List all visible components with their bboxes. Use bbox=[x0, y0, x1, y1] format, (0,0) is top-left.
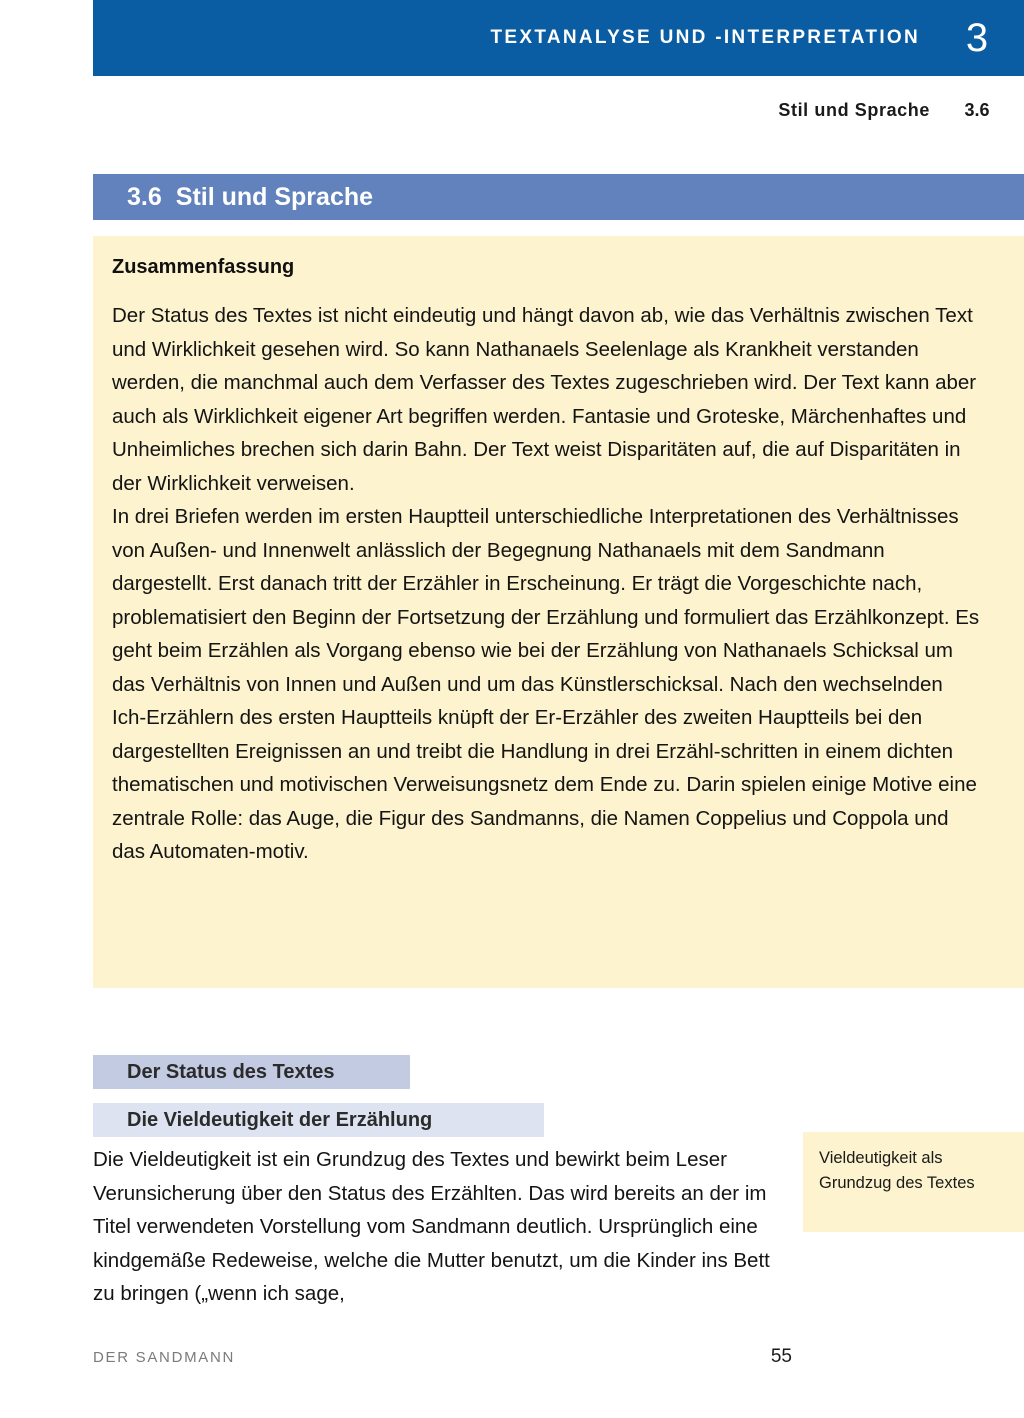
margin-note-text: Vieldeutigkeit als Grundzug des Textes bbox=[819, 1149, 975, 1192]
section-running-head bbox=[93, 96, 1024, 124]
heading-die-vieldeutigkeit-der-erzaehlung bbox=[93, 1103, 544, 1137]
section-running-head-number: 3.6 bbox=[964, 99, 990, 120]
footer-book-title: DER SANDMANN bbox=[93, 1348, 236, 1366]
heading-level-1-label: Der Status des Textes bbox=[127, 1060, 335, 1083]
chapter-running-head-bar bbox=[93, 0, 1024, 76]
chapter-title: TEXTANALYSE UND -INTERPRETATION bbox=[490, 27, 920, 48]
section-title-band bbox=[93, 174, 1024, 220]
section-band-name: Stil und Sprache bbox=[175, 182, 374, 211]
summary-title: Zusammenfassung bbox=[112, 256, 295, 278]
summary-box bbox=[93, 236, 1024, 988]
margin-note bbox=[803, 1132, 1024, 1232]
heading-level-2-label: Die Vieldeutigkeit der Erzählung bbox=[127, 1108, 433, 1131]
body-paragraph-1: Die Vieldeutigkeit ist ein Grundzug des Textes und bewirkt beim Leser Verunsicherung über den Status des Erzählten. Das wird bereits an der im Titel verwendeten Vorstellung vom Sandmann deutlich. Ursprünglich eine kindgemäße Redeweise, welche die Mutter benutzt, um die Kinder ins Bett zu bringen („wenn ich sage, bbox=[93, 1148, 770, 1305]
body-text-column bbox=[93, 1143, 793, 1311]
page-footer bbox=[93, 1345, 1024, 1369]
heading-der-status-des-textes bbox=[93, 1055, 410, 1089]
summary-paragraph-2: In drei Briefen werden im ersten Hauptteil unterschiedliche Interpretationen des Verhältnisses von Außen- und Innenwelt anlässlich der Begegnung Nathanaels mit dem Sandmann dargestellt. Erst danach tritt der Erzähler in Erscheinung. Er trägt die Vorgeschichte nach, problematisiert den Beginn der Fortsetzung der Erzählung und formuliert das Erzählkonzept. Es geht beim Erzählen als Vorgang ebenso wie bei der Erzählung von Nathanaels Schicksal um das Verhältnis von Innen und Außen und um das Künstlerschicksal. Nach den wechselnden Ich-Erzählern des ersten Hauptteils knüpft der Er-Erzähler des zweiten Hauptteils bei den dargestellten Ereignissen an und treibt die Handlung in drei Erzähl-schritten in einem dichten thematischen und motivischen Verweisungsnetz dem Ende zu. Darin spielen einige Motive eine zentrale Rolle: das Auge, die Figur des Sandmanns, die Namen Coppelius und Coppola und das Automaten-motiv. bbox=[112, 505, 980, 863]
chapter-number: 3 bbox=[965, 16, 989, 60]
section-running-head-title: Stil und Sprache bbox=[778, 99, 930, 120]
summary-paragraph-1: Der Status des Textes ist nicht eindeutig und hängt davon ab, wie das Verhältnis zwischen Text und Wirklichkeit gesehen wird. So kann Nathanaels Seelenlage als Krankheit verstanden werden, die manchmal auch dem Verfasser des Textes zugeschrieben wird. Der Text kann aber auch als Wirklichkeit eigener Art begriffen werden. Fantasie und Groteske, Märchenhaftes und Unheimliches brechen sich darin Bahn. Der Text weist Disparitäten auf, die auf Disparitäten in der Wirklichkeit verweisen. bbox=[112, 304, 977, 495]
section-band-number: 3.6 bbox=[127, 182, 162, 211]
footer-page-number: 55 bbox=[770, 1346, 792, 1367]
